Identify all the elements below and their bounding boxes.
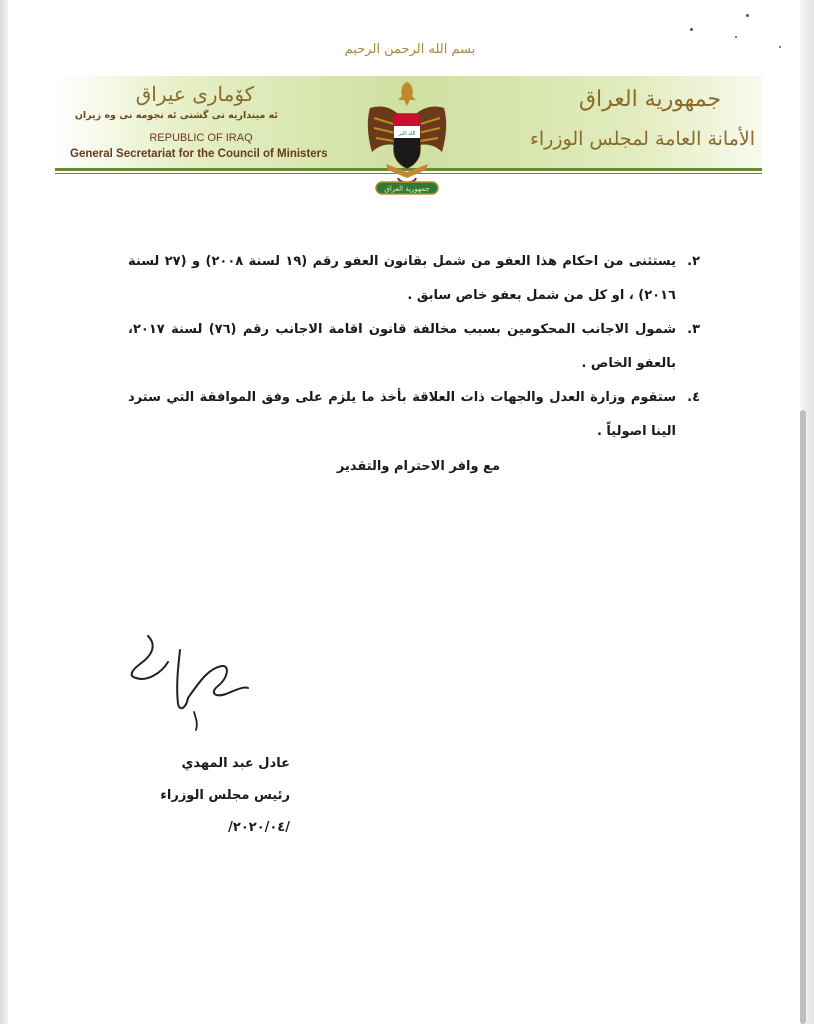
handwritten-signature [118,628,268,738]
letter-date: /٢٠٢٠/٠٤/ [228,820,290,835]
english-country-name: REPUBLIC OF IRAQ [149,132,253,144]
svg-text:الله اكبر: الله اكبر [398,131,416,137]
kurdish-country-name: كۆماری عیراق [135,82,255,106]
speck [746,14,749,17]
speck [779,46,781,48]
speck [735,36,737,38]
iraq-eagle-emblem-icon [362,78,452,198]
bismillah: بسم الله الرحمن الرحيم [344,42,476,57]
arabic-country-name: جمهورية العراق [578,87,722,112]
item-number: ٤. [687,390,700,405]
item-text: شمول الاجانب المحكومين بسبب مخالفة قانون اقامة الاجانب رقم (٧٦) لسنة ٢٠١٧، بالعفو الخاص . [128,322,676,371]
letter-body [128,245,700,449]
signatory-title: رئيس مجلس الوزراء [160,788,290,803]
signatory-name: عادل عبد المهدي [181,756,290,771]
emblem-caption: جمهورية العراق [384,185,430,193]
kurdish-office-name: ئه مینداریه تی گشتی ئه نجومه نی وه زیران [74,110,278,121]
closing-salutation: مع وافر الاحترام والتقدير [336,459,500,474]
signature-block [130,748,290,844]
list-item [128,313,700,381]
list-item [128,381,700,449]
item-number: ٣. [687,322,700,337]
list-item [128,245,700,313]
arabic-office-name: الأمانة العامة لمجلس الوزراء [529,128,755,150]
speck [690,28,693,31]
left-page-edge [0,0,8,1024]
scrollbar[interactable] [800,410,806,1024]
item-number: ٢. [687,254,700,269]
item-text: ستقوم وزارة العدل والجهات ذات العلاقة بأخذ ما يلزم على وفق الموافقة التي سترد الينا اصولياً . [128,390,676,439]
english-office-name: General Secretariat for the Council of Ministers [70,148,328,160]
item-text: يستثنى من احكام هذا العفو من شمل بقانون العفو رقم (١٩ لسنة ٢٠٠٨) و (٢٧ لسنة ٢٠١٦) ، او كل من شمل بعفو خاص سابق . [128,254,677,303]
